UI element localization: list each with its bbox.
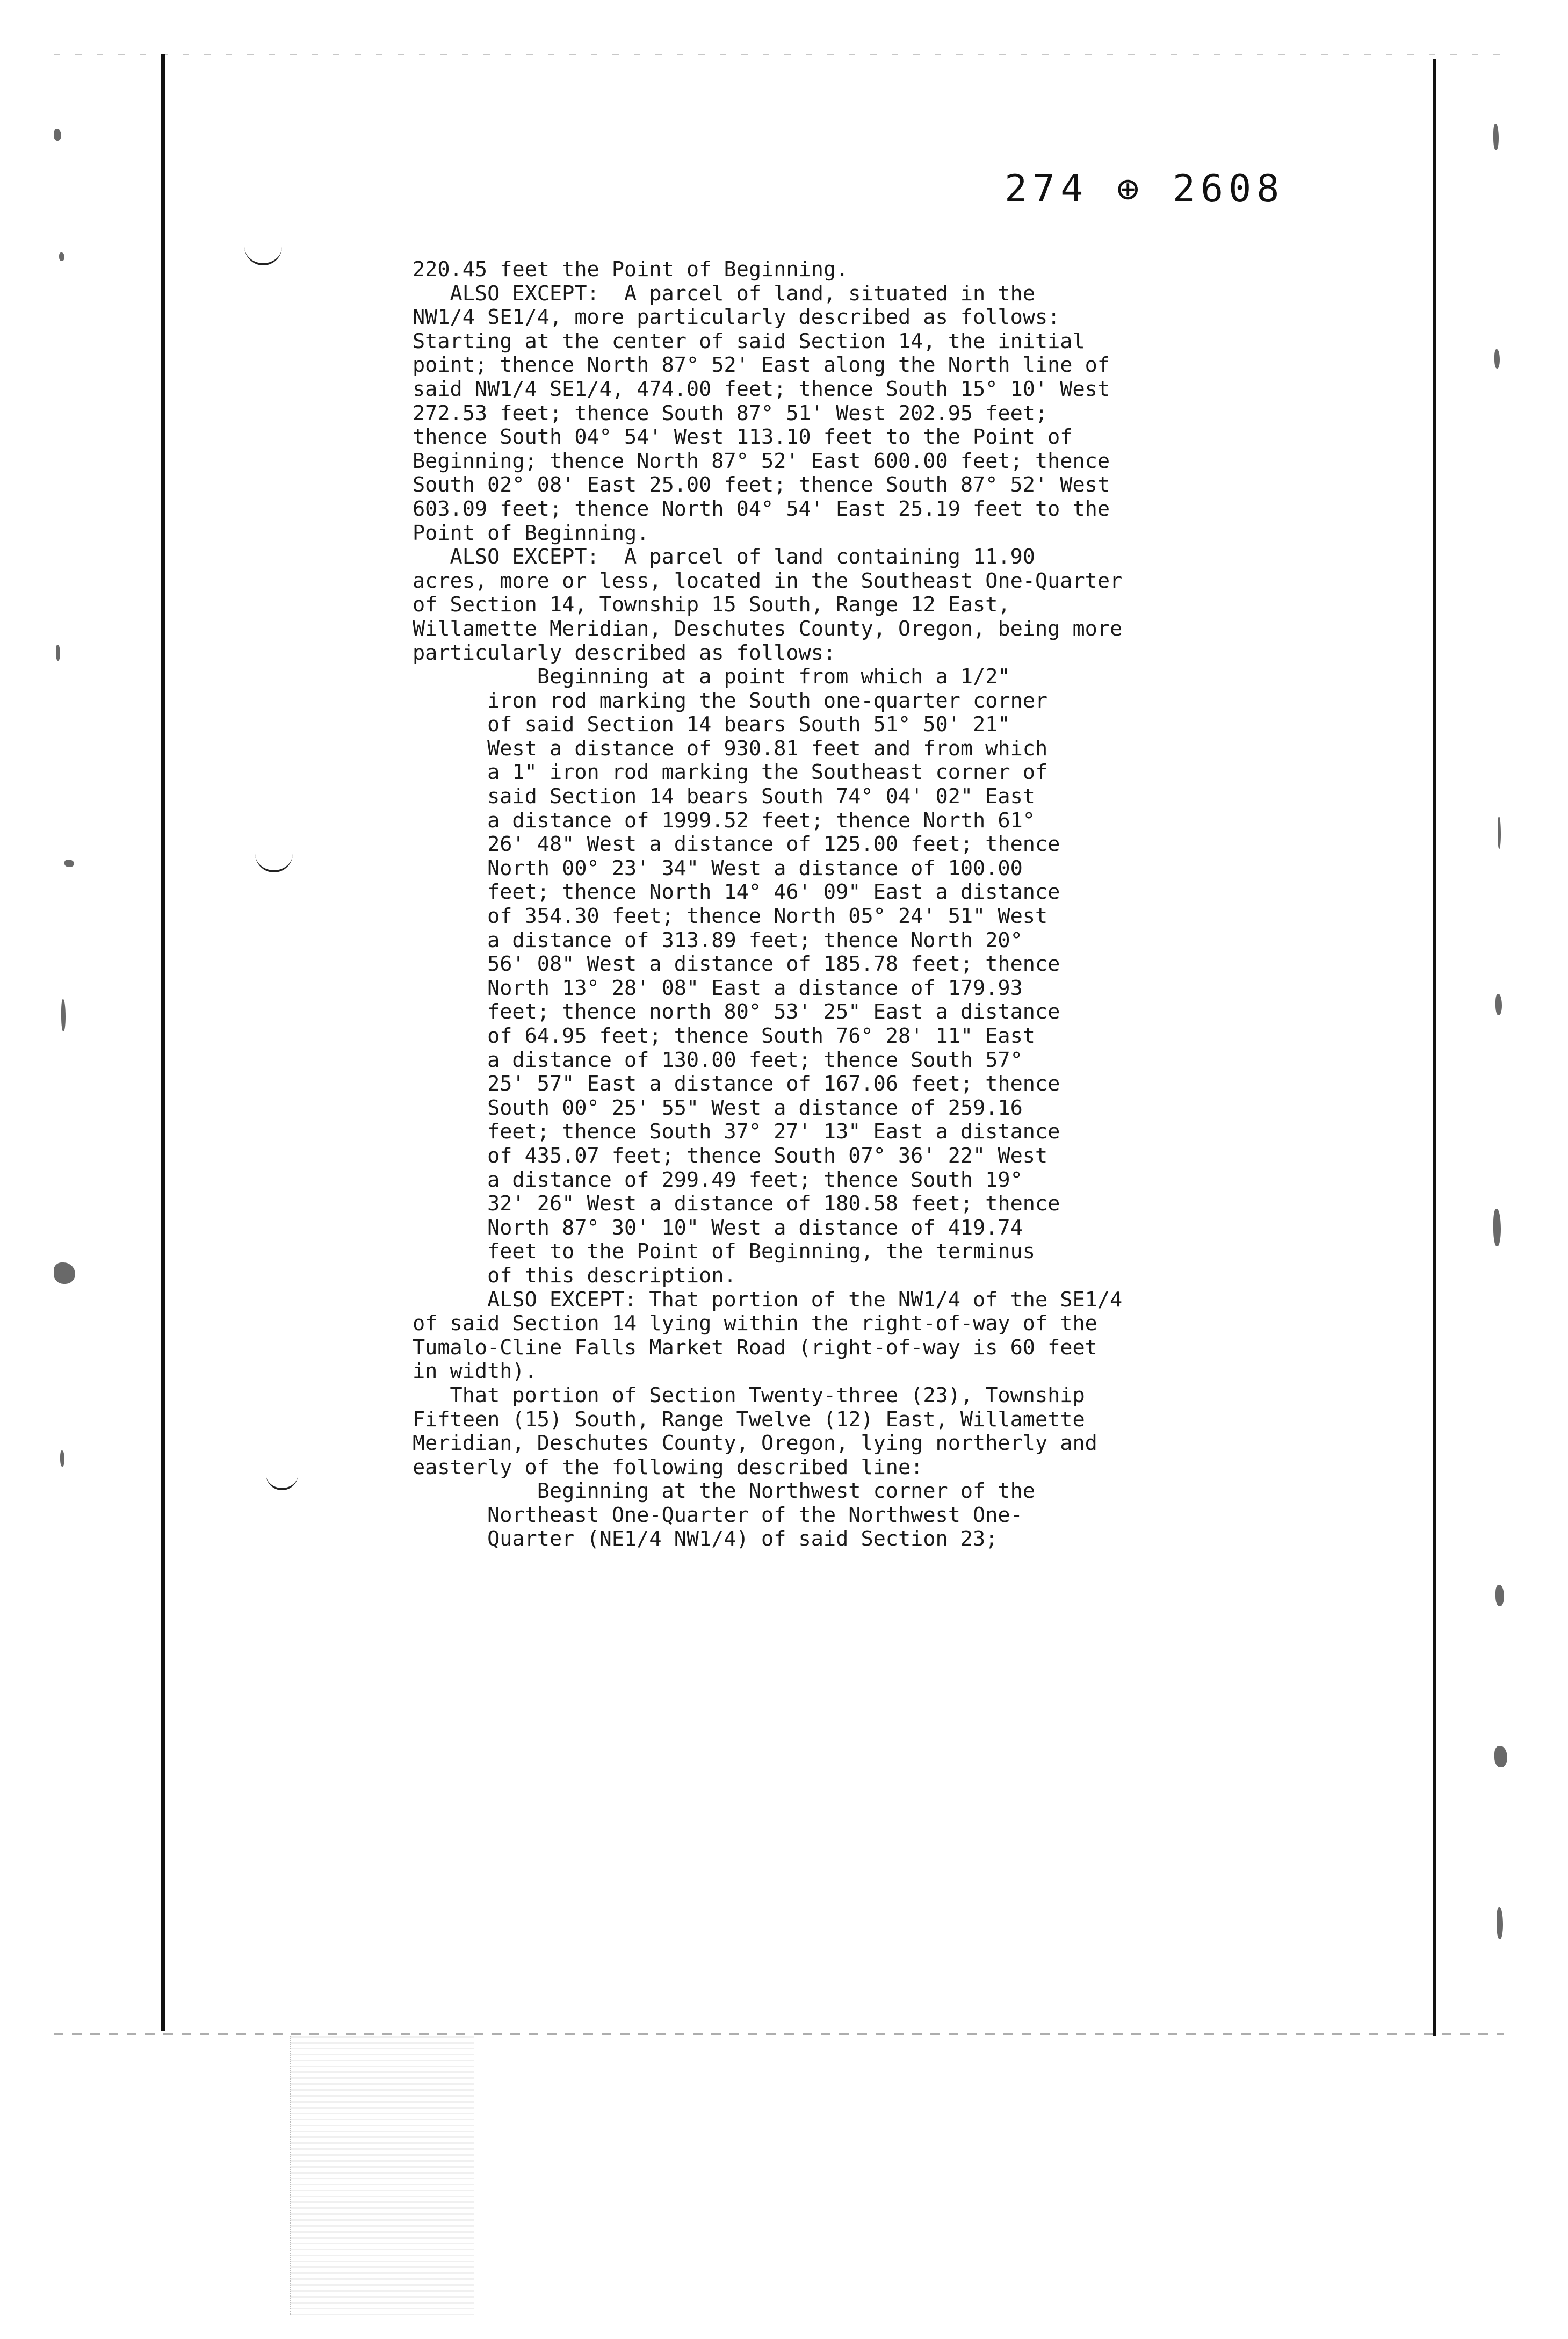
text-line: 25' 57" East a distance of 167.06 feet; thence: [413, 1072, 1060, 1096]
text-line: South 00° 25' 55" West a distance of 259.16: [413, 1095, 1023, 1120]
text-line: Meridian, Deschutes County, Oregon, lying northerly and: [413, 1431, 1097, 1456]
text-line: of 64.95 feet; thence South 76° 28' 11" East: [413, 1024, 1035, 1048]
text-line: feet; thence north 80° 53' 25" East a distance: [413, 1000, 1060, 1024]
text-line: a distance of 313.89 feet; thence North 20°: [413, 928, 1023, 952]
text-line: South 02° 08' East 25.00 feet; thence South 87° 52' West: [413, 473, 1110, 497]
right-border-line: [1433, 59, 1436, 2036]
punch-hole-mark: [244, 242, 282, 265]
text-line: Northeast One-Quarter of the Northwest One-: [413, 1503, 1023, 1527]
text-line: North 87° 30' 10" West a distance of 419.74: [413, 1215, 1023, 1240]
left-margin-specks: [48, 107, 81, 1988]
punch-hole-mark: [266, 1467, 298, 1490]
text-line: iron rod marking the South one-quarter corner: [413, 688, 1048, 713]
text-line: NW1/4 SE1/4, more particularly described as follows:: [413, 305, 1060, 330]
text-line: in width).: [413, 1359, 537, 1384]
text-line: North 13° 28' 08" East a distance of 179.93: [413, 976, 1023, 1000]
page-number: 274 ⊕ 2608: [1005, 167, 1285, 211]
text-line: Starting at the center of said Section 14, the initial: [413, 329, 1085, 353]
text-line: ALSO EXCEPT: That portion of the NW1/4 of the SE1/4: [413, 1287, 1123, 1312]
top-edge-noise: [54, 54, 1504, 55]
text-line: of said Section 14 lying within the right-of-way of the: [413, 1311, 1097, 1336]
text-line: particularly described as follows:: [413, 640, 836, 665]
text-line: North 00° 23' 34" West a distance of 100.00: [413, 856, 1023, 880]
text-line: ALSO EXCEPT: A parcel of land, situated in the: [413, 281, 1035, 306]
bottom-edge-noise: [54, 2033, 1504, 2035]
text-line: 272.53 feet; thence South 87° 51' West 202.95 feet;: [413, 401, 1048, 425]
text-line: a 1" iron rod marking the Southeast corner of: [413, 760, 1048, 785]
left-border-line: [161, 54, 165, 2031]
text-line: acres, more or less, located in the Southeast One-Quarter: [413, 568, 1123, 593]
text-line: That portion of Section Twenty-three (23), Township: [413, 1383, 1085, 1407]
text-line: of 435.07 feet; thence South 07° 36' 22" West: [413, 1143, 1048, 1168]
text-line: 220.45 feet the Point of Beginning.: [413, 257, 849, 281]
text-line: 603.09 feet; thence North 04° 54' East 25.19 feet to the: [413, 496, 1110, 521]
text-line: West a distance of 930.81 feet and from which: [413, 736, 1048, 761]
text-line: feet; thence North 14° 46' 09" East a distance: [413, 880, 1060, 905]
text-line: point; thence North 87° 52' East along the North line of: [413, 353, 1110, 378]
text-line: feet to the Point of Beginning, the terminus: [413, 1239, 1035, 1264]
text-line: said NW1/4 SE1/4, 474.00 feet; thence South 15° 10' West: [413, 377, 1110, 401]
text-line: feet; thence South 37° 27' 13" East a distance: [413, 1120, 1060, 1144]
text-line: a distance of 1999.52 feet; thence North 61°: [413, 808, 1035, 833]
text-line: of 354.30 feet; thence North 05° 24' 51" West: [413, 904, 1048, 929]
text-line: of said Section 14 bears South 51° 50' 21": [413, 712, 1010, 737]
text-line: of Section 14, Township 15 South, Range 12 East,: [413, 593, 1010, 617]
text-line: Tumalo-Cline Falls Market Road (right-of-way is 60 feet: [413, 1335, 1097, 1360]
text-line: Fifteen (15) South, Range Twelve (12) East, Willamette: [413, 1407, 1085, 1432]
text-line: ALSO EXCEPT: A parcel of land containing 11.90: [413, 545, 1035, 569]
text-line: Beginning at the Northwest corner of the: [413, 1479, 1035, 1504]
punch-hole-mark: [255, 849, 293, 872]
text-line: a distance of 130.00 feet; thence South 57°: [413, 1048, 1023, 1072]
text-line: Willamette Meridian, Deschutes County, Oregon, being more: [413, 616, 1123, 641]
text-line: Beginning at a point from which a 1/2": [413, 665, 1010, 689]
text-line: of this description.: [413, 1263, 736, 1288]
text-line: thence South 04° 54' West 113.10 feet to the Point of: [413, 425, 1073, 450]
text-line: Beginning; thence North 87° 52' East 600.00 feet; thence: [413, 449, 1110, 473]
text-line: easterly of the following described line:: [413, 1455, 923, 1479]
text-line: 26' 48" West a distance of 125.00 feet; thence: [413, 832, 1060, 857]
scan-artifact-flap: [290, 2036, 474, 2315]
text-line: Quarter (NE1/4 NW1/4) of said Section 23;: [413, 1527, 998, 1551]
text-line: Point of Beginning.: [413, 521, 649, 545]
text-line: 32' 26" West a distance of 180.58 feet; thence: [413, 1192, 1060, 1216]
text-line: said Section 14 bears South 74° 04' 02" East: [413, 784, 1035, 809]
text-line: a distance of 299.49 feet; thence South 19°: [413, 1167, 1023, 1192]
text-line: 56' 08" West a distance of 185.78 feet; thence: [413, 952, 1060, 977]
right-margin-specks: [1488, 107, 1520, 1988]
legal-description-text: [413, 258, 1218, 1551]
